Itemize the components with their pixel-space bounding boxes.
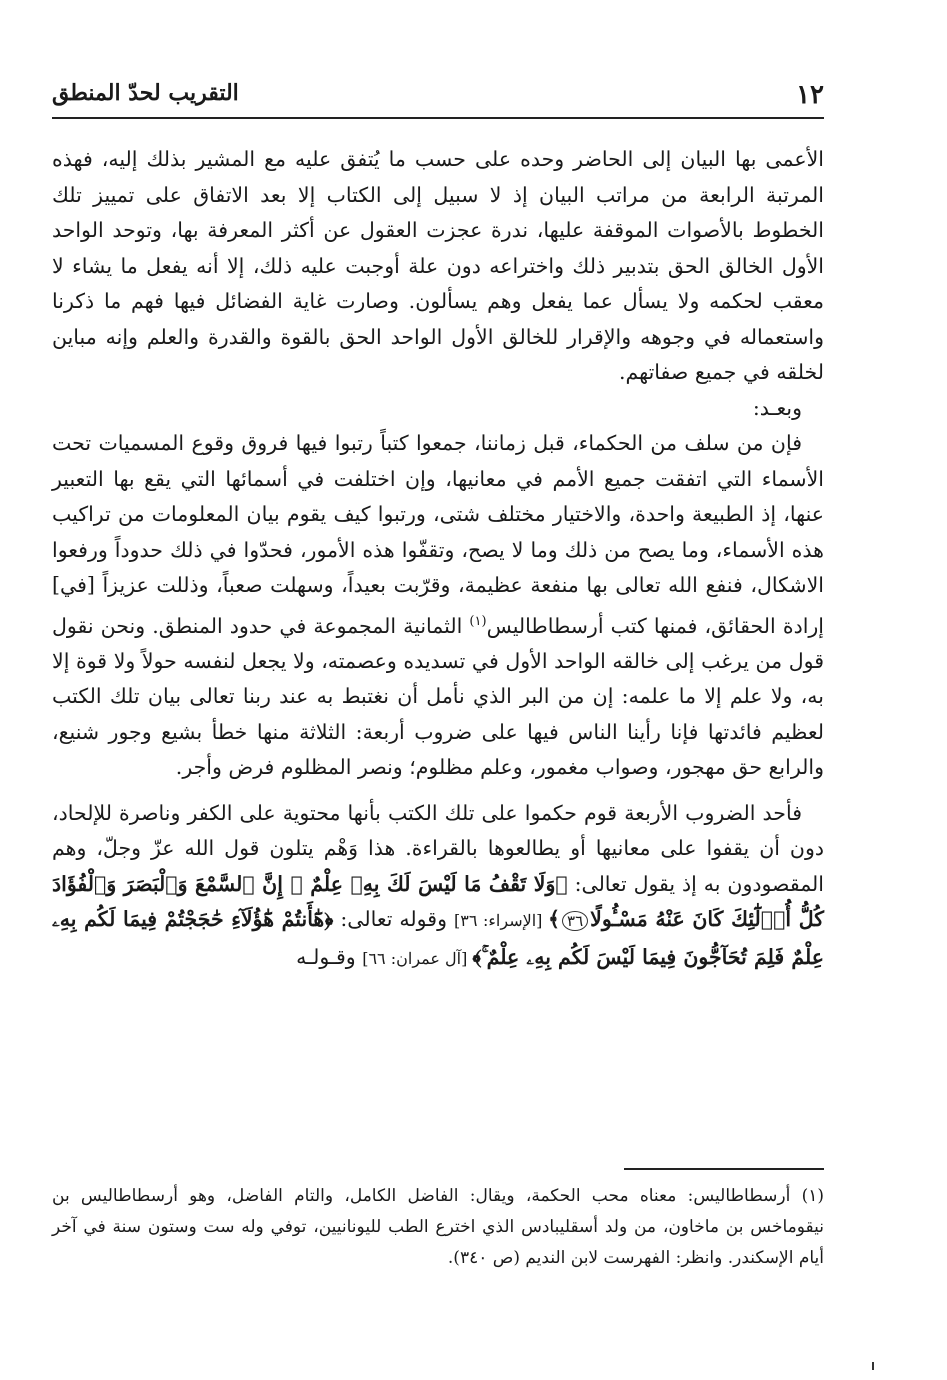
paragraph-wabaad: وبعـد: xyxy=(752,395,802,420)
paragraph-4-part-1: فأحد الضروب الأربعة قوم حكموا على تلك الكتب بأنها محتوية على الكفر وناصرة للإلحاد، دون أن يقفوا على معانيها أو يطالعوها بالقراءة. هذا وَهْم يتلون قول الله عزّ وجلّ، وهم المقصودون به إذ يقول تعالى: xyxy=(52,800,825,896)
paragraph-1: الأعمى بها البيان إلى الحاضر وحده على حسب ما يُتفق عليه مع المشير بذلك إليه، فهذه المرتبة الرابعة من مراتب البيان إذ لا سبيل إلى الكتاب إلا بعد الاتفاق على تمييز تلك الخطوط بالأصوات الموقفة عليها، ندرة عجزت العقول عن أكثر المعرفة بها، وتوحد الواحد الأول الخالق الحق بتدبير ذلك واختراعه دون علة أوجبت عليه ذلك، إلا أنه يفعل ما يشاء لا معقب لحكمه ولا يسأل عما يفعل وهم يسألون. وصارت غاية الفضائل فيها فهم ما ذكرنا واستعماله في وجوهه والإقرار للخالق الأول الواحد الحق بالقوة والقدرة والعلم وإنه مباين لخلقه في جميع صفاتهم. xyxy=(52,147,824,384)
paragraph-3-part-2: الثمانية المجموعة في حدود المنطق. ونحن نقول قول من يرغب إلى خالقه الواحد الأول في تسديده وعصمته، ولا يجعل لنفسه حولاً ولا قوة إلا به، ولا علم إلا ما علمه: إن من البر الذي نأمل أن نغتبط به عند ربنا تعالى بيان تلك الكتب لعظيم فائدتها فإنا رأينا الناس فيها على ضروب أربعة: الثلاثة منها خطأ بشيع وجور شنيع، والرابع حق مهجور، وصواب مغمور، وعلم مظلوم؛ ونصر المظلوم فرض وأجر. xyxy=(52,613,824,780)
paragraph-3-part-1: فإن من سلف من الحكماء، قبل زماننا، جمعوا كتباً رتبوا فيها فروق وقوع المسميات تحت الأسماء التي اتفقت جميع الأمم في معانيها، وإن اختلفت في أسمائها التي يقع بها التعبير عنها، إذ الطبيعة واحدة، والاختيار مختلف شتى، ورتبوا كيف يقوم بيان المعلومات من تراكيب هذه الأسماء، وما يصح من ذلك وما لا يصح، وتقفّوا هذه الأمور، فحدّوا في ذلك حدوداً ورفعوا الاشكال، فنفع الله تعالى بها منفعة عظيمة، وقرّبت بعيداً، وسهلت صعباً، وذللت عزيزاً [في] إرادة الحقائق، فمنها كتب أرسطاطاليس xyxy=(52,431,824,638)
quran-verse-al-imran: ﴿هَٰٓأَنتُمْ هَٰٓؤُلَآءِ حَٰجَجْتُمْ فِيمَا لَكُم بِهِۦ عِلْمٌ فَلِمَ تُحَآجُّونَ فِيمَا لَيْسَ لَكُم بِهِۦ عِلْمٌ ۚ﴾ xyxy=(52,907,824,969)
paragraph-4-part-3: وقـولـه xyxy=(296,944,363,969)
footnote-reference[interactable]: (١) xyxy=(469,613,487,629)
paragraph-4 xyxy=(52,796,824,977)
footnotes xyxy=(52,1181,824,1274)
verse-reference-al-imran: [آل عمران: ٦٦] xyxy=(362,948,473,968)
quran-close-bracket: ﴾ xyxy=(548,907,561,932)
header-rule xyxy=(52,117,824,119)
footnote-1: (١) أرسطاطاليس: معناه محب الحكمة، ويقال: الفاضل الكامل، والتام الفاضل، وهو أرسطاطاليس بن نيقوماخس بن ماخاون، من ولد أسقليبادس الذي اخترع الطب لليونانيين، توفي وله ست وستون سنة في آخر أيام الإسكندر. وانظر: الفهرست لابن النديم (ص ٣٤٠). xyxy=(52,1186,824,1268)
running-title: التقريب لحدّ المنطق xyxy=(52,80,239,106)
footnote-rule xyxy=(624,1168,824,1170)
quran-verse-isra: ﴿وَلَا تَقْفُ مَا لَيْسَ لَكَ بِهِۦ عِلْمٌ ۚ إِنَّ ٱلسَّمْعَ وَٱلْبَصَرَ وَٱلْفُؤَادَ كُلُّ أُو۟لَٰٓئِكَ كَانَ عَنْهُ مَسْـُٔولًا xyxy=(52,871,824,932)
print-mark xyxy=(872,1362,874,1370)
verse-reference-isra: [الإسراء: ٣٦] xyxy=(453,911,548,931)
paragraph-3 xyxy=(52,426,824,786)
page-header xyxy=(52,80,824,114)
ayah-number-mark: ٣٦ xyxy=(562,911,588,931)
main-text xyxy=(52,142,824,976)
page-number: ١٢ xyxy=(796,80,824,110)
paragraph-4-part-2: وقوله تعالى: xyxy=(333,907,454,932)
